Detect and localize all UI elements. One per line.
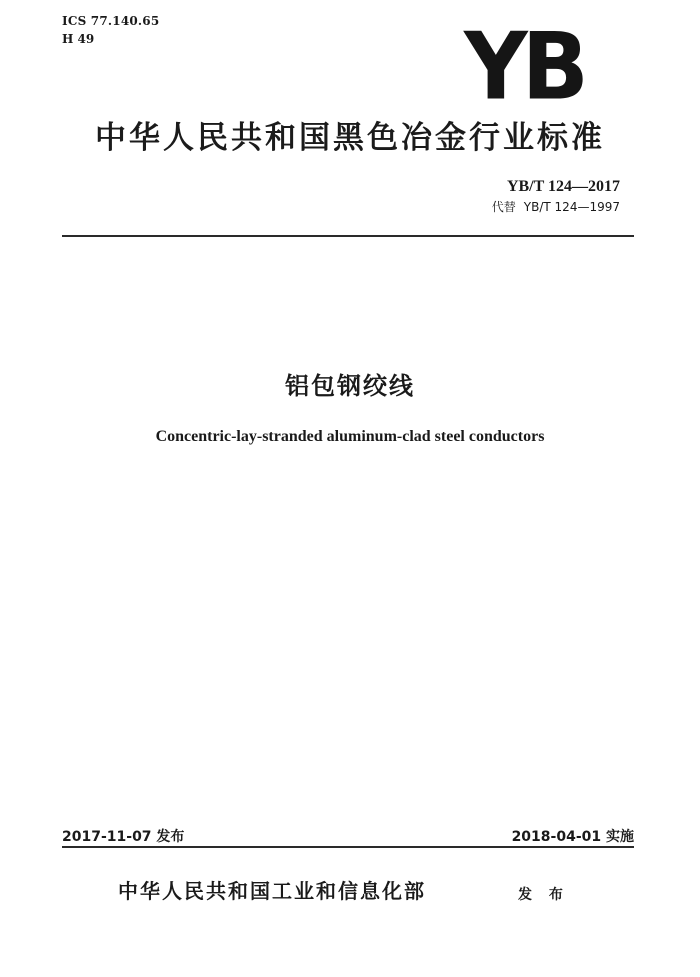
category-code: H 49	[62, 32, 95, 46]
top-divider	[62, 235, 634, 237]
document-title-english: Concentric-lay-stranded aluminum-clad steel conductors	[155, 428, 545, 445]
yb-logo: YB	[464, 12, 583, 121]
replaces-line	[492, 198, 620, 215]
issuing-authority: 中华人民共和国工业和信息化部	[118, 879, 426, 903]
replaces-number: YB/T 124—1997	[523, 200, 620, 214]
issue-date: 2017-11-07 发布	[62, 829, 185, 845]
standard-number: YB/T 124—2017	[506, 178, 620, 195]
standard-organization-title: 中华人民共和国黑色冶金行业标准	[95, 120, 605, 156]
replaces-label: 代替	[491, 200, 516, 214]
publish-label: 发 布	[518, 887, 569, 903]
bottom-divider	[62, 846, 634, 848]
implementation-date: 2018-04-01 实施	[511, 829, 634, 845]
ics-code: ICS 77.140.65	[62, 14, 160, 28]
document-title-chinese: 铝包钢绞线	[285, 372, 415, 400]
